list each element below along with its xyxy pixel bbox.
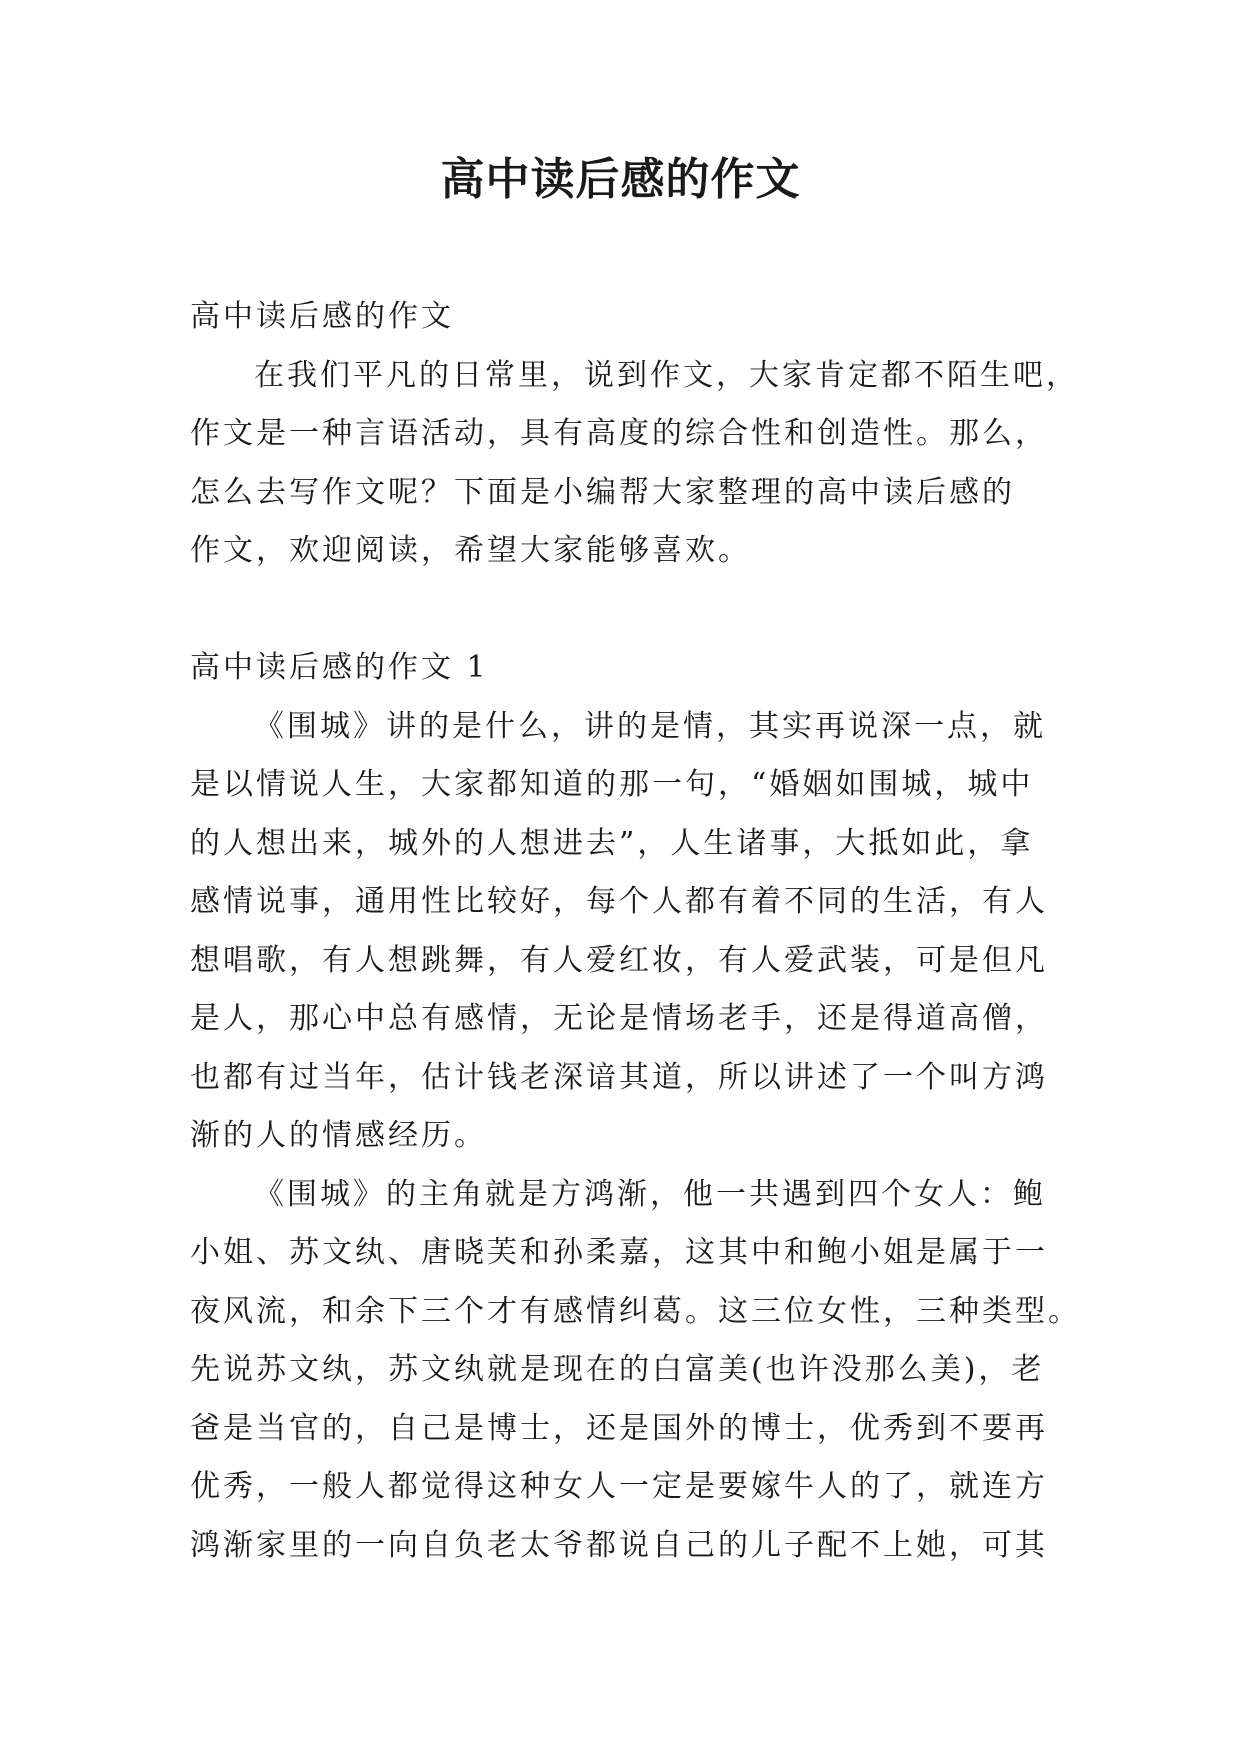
paragraph-line: 的人想出来，城外的人想进去”，人生诸事，大抵如此，拿 bbox=[190, 825, 1034, 861]
paragraph-line: 是以情说人生，大家都知道的那一句，“婚姻如围城，城中 bbox=[190, 767, 1034, 802]
paragraph-line: 《围城》的主角就是方鸿渐，他一共遇到四个女人：鲍 bbox=[254, 1176, 1046, 1212]
intro-paragraph bbox=[190, 347, 1079, 581]
section-heading: 高中读后感的作文 1 bbox=[190, 650, 489, 685]
paragraph-line: 《围城》讲的是什么，讲的是情，其实再说深一点，就 bbox=[254, 708, 1046, 744]
paragraph-line: 优秀，一般人都觉得这种女人一定是要嫁牛人的了，就连方 bbox=[190, 1469, 1048, 1504]
paragraph-line: 夜风流，和余下三个才有感情纠葛。这三位女性，三种类型。 bbox=[190, 1293, 1081, 1329]
paragraph-line: 也都有过当年，估计钱老深谙其道，所以讲述了一个叫方鸿 bbox=[190, 1059, 1048, 1095]
section-spacer bbox=[190, 581, 1050, 640]
paragraph-line: 是人，那心中总有感情，无论是情场老手，还是得道高僧， bbox=[190, 1001, 1048, 1036]
paragraph-line: 作文，欢迎阅读，希望大家能够喜欢。 bbox=[190, 533, 751, 568]
paragraph-line: 作文是一种言语活动，具有高度的综合性和创造性。那么， bbox=[190, 416, 1048, 451]
section1-paragraph-2 bbox=[190, 1166, 1081, 1576]
paragraph-line: 想唱歌，有人想跳舞，有人爱红妆，有人爱武装，可是但凡 bbox=[190, 942, 1048, 978]
document-body bbox=[190, 288, 1081, 1575]
subtitle: 高中读后感的作文 bbox=[190, 299, 454, 334]
paragraph-line: 先说苏文纨，苏文纨就是现在的白富美(也许没那么美)，老 bbox=[190, 1352, 1045, 1387]
section1-paragraph-1 bbox=[190, 698, 1050, 1166]
document-title: 高中读后感的作文 bbox=[440, 154, 801, 205]
paragraph-line: 小姐、苏文纨、唐晓芙和孙柔嘉，这其中和鲍小姐是属于一 bbox=[190, 1235, 1048, 1270]
paragraph-line: 感情说事，通用性比较好，每个人都有着不同的生活，有人 bbox=[190, 884, 1048, 919]
paragraph-line: 怎么去写作文呢？下面是小编帮大家整理的高中读后感的 bbox=[190, 474, 1015, 510]
paragraph-line: 在我们平凡的日常里，说到作文，大家肯定都不陌生吧， bbox=[254, 357, 1079, 393]
paragraph-line: 鸿渐家里的一向自负老太爷都说自己的儿子配不上她，可其 bbox=[190, 1527, 1048, 1563]
paragraph-line: 爸是当官的，自己是博士，还是国外的博士，优秀到不要再 bbox=[190, 1410, 1048, 1446]
paragraph-line: 渐的人的情感经历。 bbox=[190, 1118, 487, 1153]
